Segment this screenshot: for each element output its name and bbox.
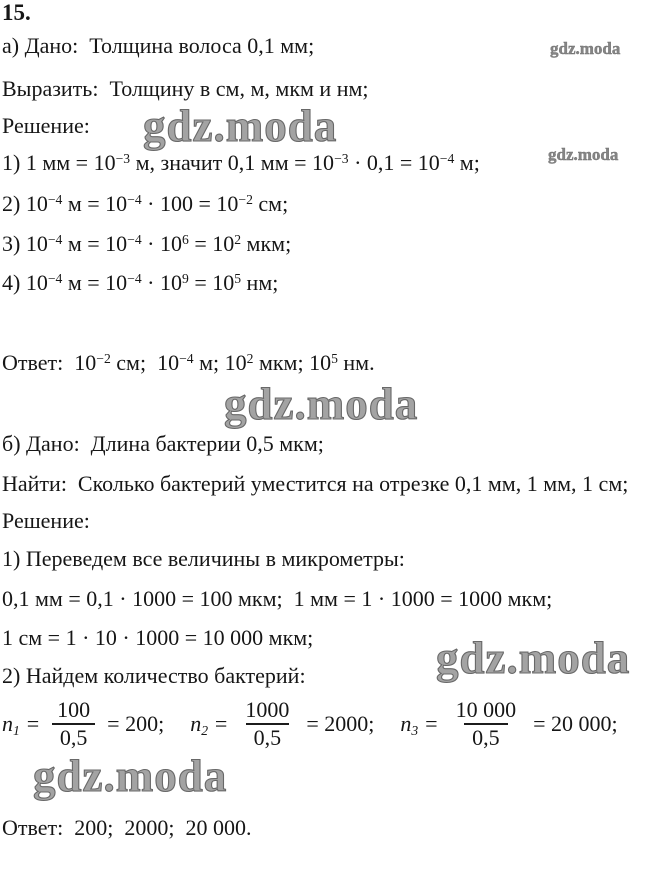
- equation-n2-variable: $n_2$ =: [190, 711, 229, 738]
- part-b-find: Найти: Сколько бактерий уместится на отрезке 0,1 мм, 1 мм, 1 см;: [2, 471, 629, 496]
- denominator: 0,5: [52, 723, 96, 750]
- bacteria-count-equations: [2, 698, 618, 750]
- part-a-express: Выразить: Толщину в см, м, мкм и нм;: [2, 76, 369, 101]
- part-a-step-3: 3) $10^{-4}$ $м = 10^{-4} \cdot 10^6 = 10^2$ мкм;: [2, 231, 292, 256]
- part-a-given: а) Дано: Толщина волоса 0,1 мм;: [2, 33, 315, 58]
- part-b-conversion-1: 0,1 мм = 0,1 · 1000 = 100 мкм; 1 мм = 1 · 1000 = 1000 мкм;: [2, 586, 553, 611]
- equation-n1: [2, 698, 164, 750]
- equation-n2-fraction: [237, 698, 297, 750]
- part-b-step-1: 1) Переведем все величины в микрометры:: [2, 546, 405, 571]
- part-b-step-2: 2) Найдем количество бактерий:: [2, 663, 306, 688]
- watermark-large-3: gdz.moda: [436, 633, 631, 683]
- watermark-large-2: gdz.moda: [224, 379, 419, 429]
- equation-n3-variable: $n_3$ =: [400, 711, 439, 738]
- equation-n3-result: = 20 000;: [533, 711, 618, 736]
- watermark-small-mid: gdz.moda: [548, 145, 619, 164]
- problem-number: 15.: [2, 0, 31, 25]
- equation-n1-fraction: [49, 698, 98, 750]
- equation-n3-fraction: [448, 698, 525, 750]
- denominator: 0,5: [464, 723, 508, 750]
- part-a-answer: Ответ: $10^{-2}$ см; $10^{-4}$ м; $10^2$ мкм; $10^5$ нм.: [2, 350, 375, 375]
- watermark-large-4: gdz.moda: [33, 751, 228, 801]
- part-b-conversion-2: 1 см = 1 · 10 · 1000 = 10 000 мкм;: [2, 625, 314, 650]
- equation-n3: [400, 698, 617, 750]
- part-a-solution-label: Решение:: [2, 113, 90, 138]
- numerator: 1000: [245, 697, 290, 722]
- numerator: 10 000: [455, 697, 517, 722]
- part-a-step-2: 2) $10^{-4}$ $м = 10^{-4} \cdot 100 = 10^{-2}$ см;: [2, 191, 289, 216]
- numerator: 100: [57, 697, 91, 722]
- denominator: 0,5: [246, 723, 290, 750]
- watermark-small-top: gdz.moda: [550, 39, 621, 58]
- equation-n1-variable: $n_1$ =: [2, 711, 41, 738]
- part-b-answer: Ответ: 200; 2000; 20 000.: [2, 815, 252, 840]
- watermark-large-1: gdz.moda: [143, 101, 338, 151]
- equation-n2-result: = 2000;: [306, 711, 375, 736]
- part-a-step-1: 1) 1 мм = $10^{-3}$ м, значит 0,1 мм = $10^{-3} \cdot 0,1 = 10^{-4}$ м;: [2, 150, 480, 175]
- part-b-solution-label: Решение:: [2, 508, 90, 533]
- equation-n2: [190, 698, 374, 750]
- equation-n1-result: = 200;: [107, 711, 165, 736]
- part-b-given: б) Дано: Длина бактерии 0,5 мкм;: [2, 431, 324, 456]
- part-a-step-4: 4) $10^{-4}$ $м = 10^{-4} \cdot 10^9 = 10^5$ нм;: [2, 270, 279, 295]
